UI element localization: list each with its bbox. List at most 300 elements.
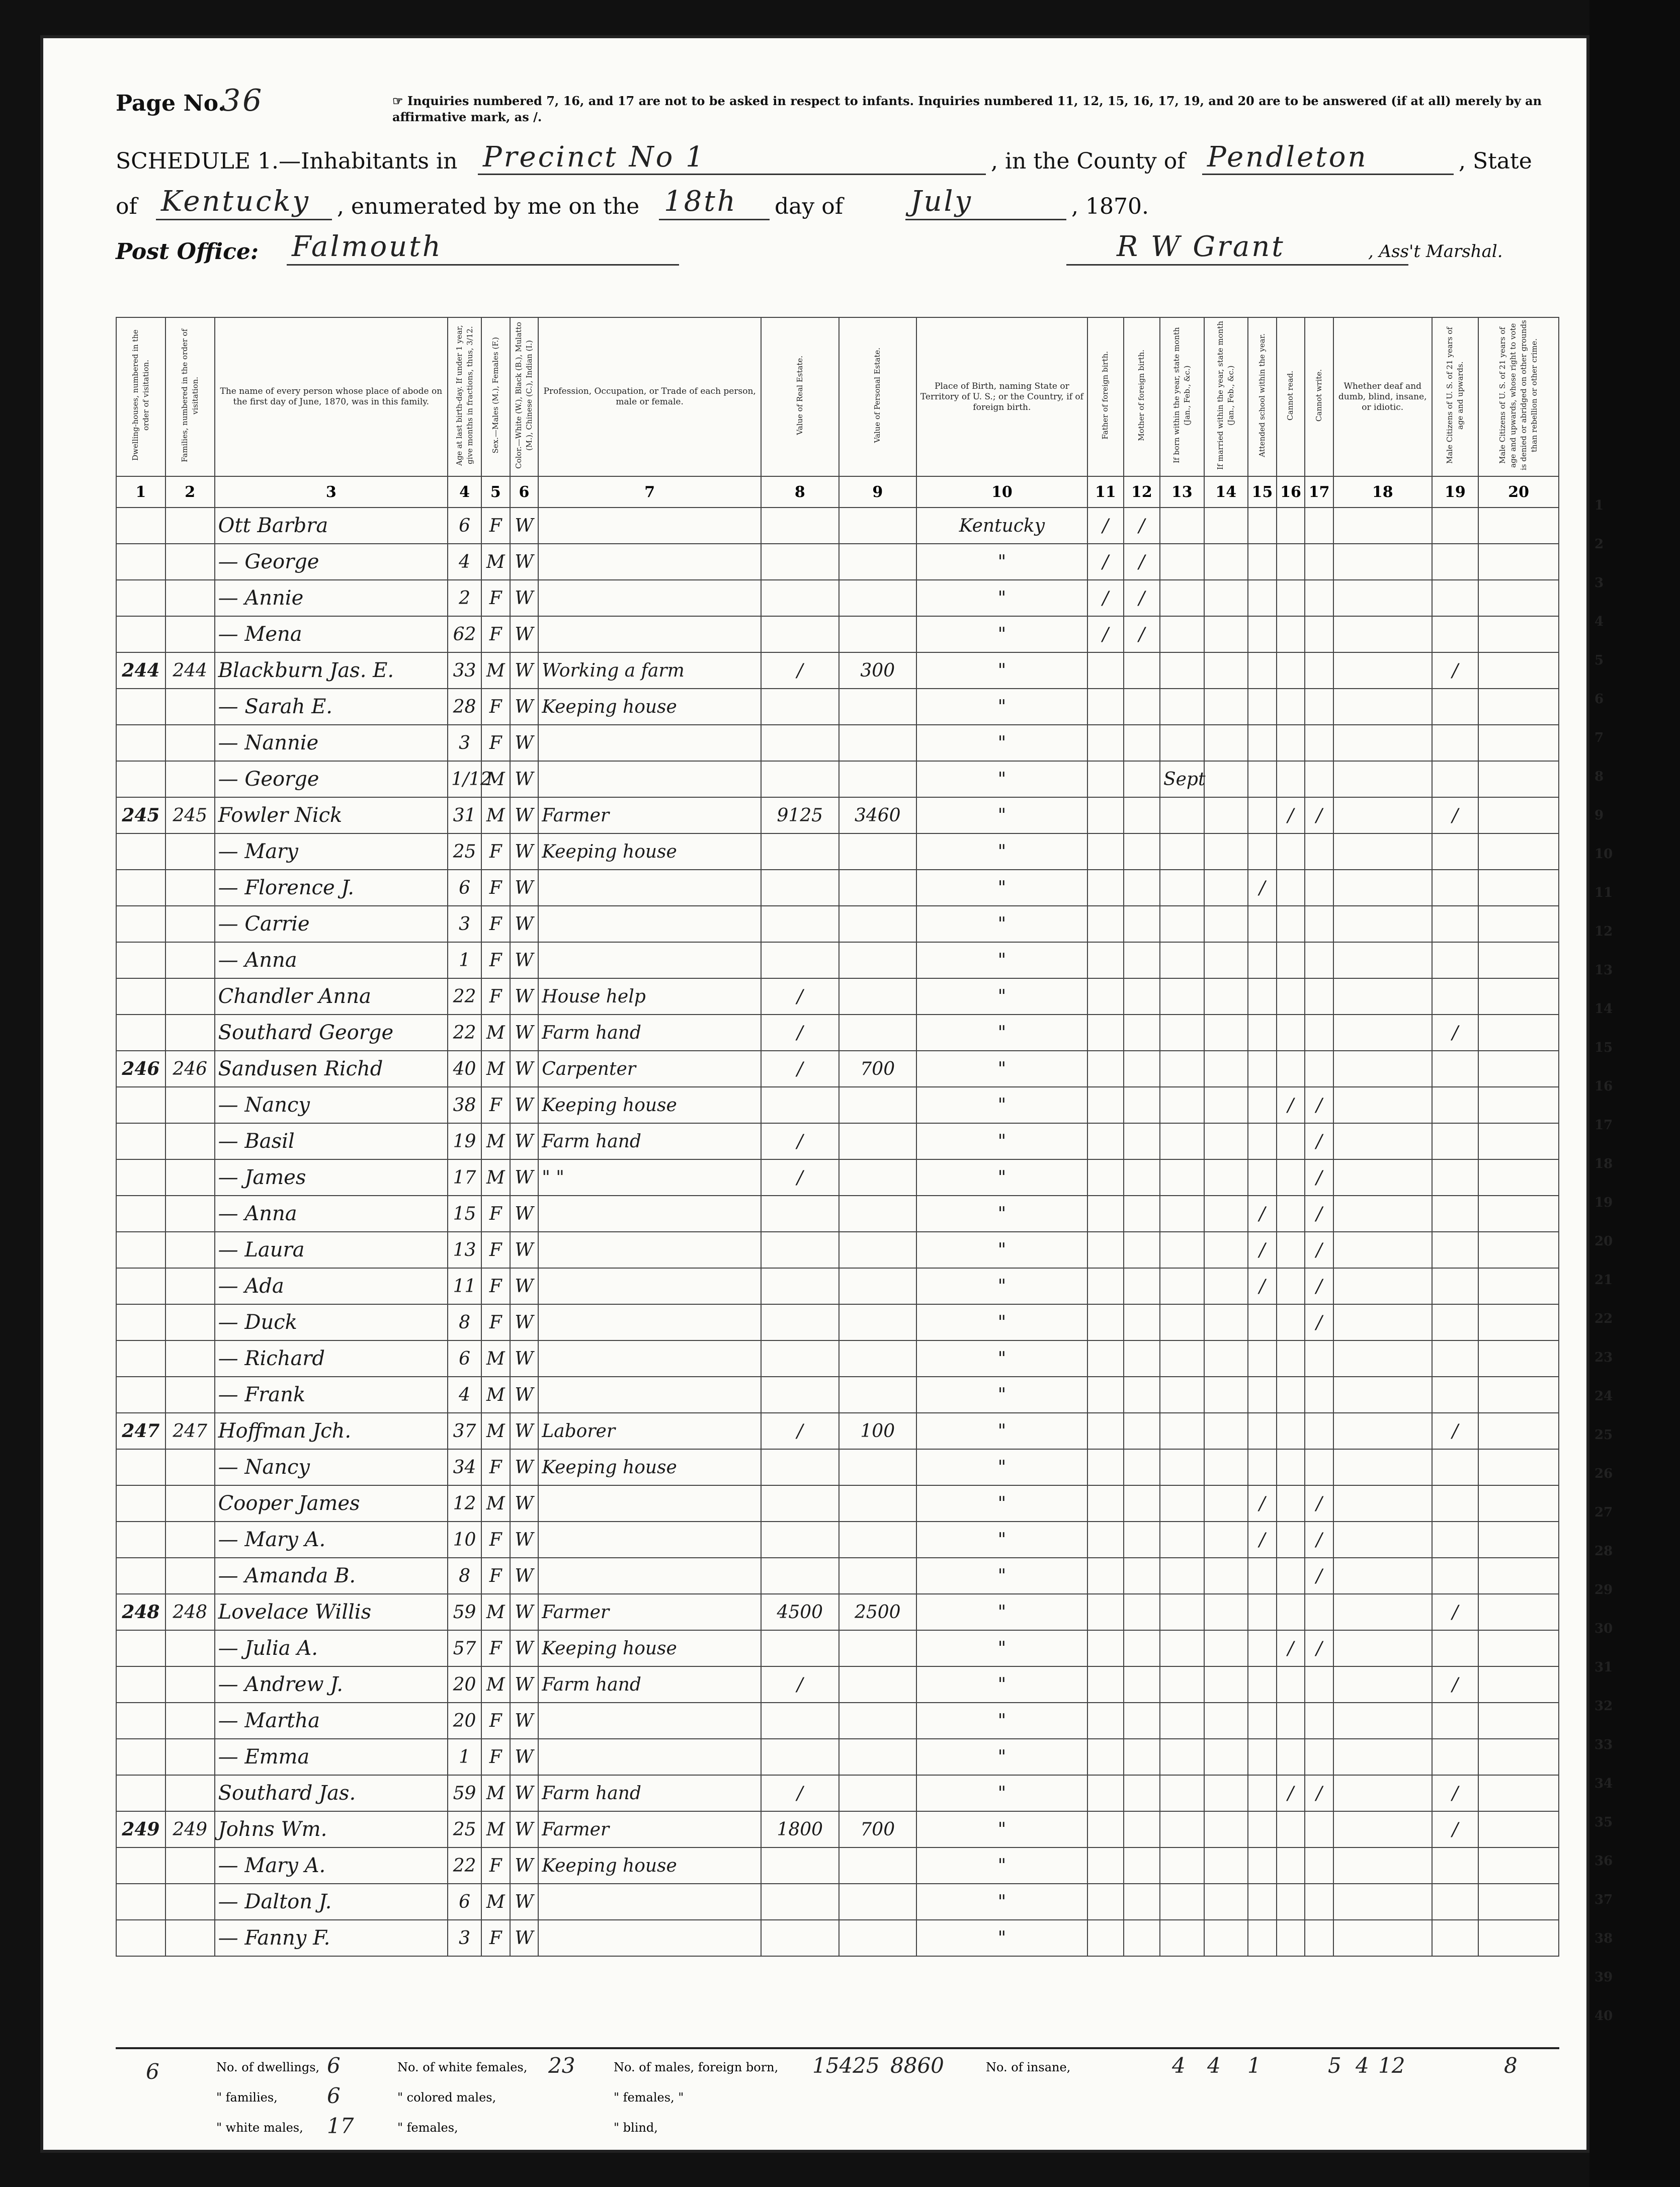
table-row xyxy=(116,1377,1559,1413)
married-within-year xyxy=(1204,1703,1248,1739)
cannot-write xyxy=(1305,978,1333,1015)
page-no-label: Page No. xyxy=(116,91,226,116)
col-header-19: Male Citizens of U. S. of 21 years of age and upwards. xyxy=(1432,317,1479,476)
sex: F xyxy=(481,1196,510,1232)
cannot-write xyxy=(1305,580,1333,616)
birthplace: " xyxy=(916,1087,1087,1123)
row-number: 249 xyxy=(116,1811,165,1847)
mother-foreign xyxy=(1124,1196,1160,1232)
table-row xyxy=(116,1485,1559,1522)
rights-denied xyxy=(1478,797,1559,833)
male-citizen-21 xyxy=(1432,1630,1479,1666)
personal-estate-value xyxy=(839,689,916,725)
cannot-read xyxy=(1277,1884,1305,1920)
row-number xyxy=(116,1485,165,1522)
age: 59 xyxy=(448,1594,481,1630)
father-foreign xyxy=(1087,1159,1124,1196)
color: W xyxy=(510,1304,539,1340)
color: W xyxy=(510,1268,539,1304)
mother-foreign xyxy=(1124,1630,1160,1666)
birthplace: " xyxy=(916,1304,1087,1340)
cannot-read xyxy=(1277,1485,1305,1522)
dwelling-number xyxy=(165,1847,215,1884)
dwelling-number xyxy=(165,1920,215,1956)
margin-row-number: 30 xyxy=(1594,1621,1613,1636)
col-header-10: Place of Birth, naming State or Territory of U. S.; or the Country, if of foreign birth. xyxy=(916,317,1087,476)
row-number xyxy=(116,1739,165,1775)
father-foreign xyxy=(1087,1123,1124,1159)
mother-foreign xyxy=(1124,725,1160,761)
attended-school xyxy=(1248,580,1277,616)
sex: F xyxy=(481,1558,510,1594)
attended-school xyxy=(1248,1558,1277,1594)
cannot-write xyxy=(1305,1847,1333,1884)
rights-denied xyxy=(1478,1884,1559,1920)
father-foreign xyxy=(1087,1558,1124,1594)
families-value: 6 xyxy=(327,2083,341,2108)
margin-row-number: 6 xyxy=(1594,692,1604,707)
cannot-read xyxy=(1277,544,1305,580)
cannot-read xyxy=(1277,1594,1305,1630)
rights-denied xyxy=(1478,978,1559,1015)
real-estate-value: 1800 xyxy=(761,1811,838,1847)
color: W xyxy=(510,1703,539,1739)
father-foreign: / xyxy=(1087,616,1124,652)
deaf-blind-insane xyxy=(1333,1775,1432,1811)
sex: F xyxy=(481,1232,510,1268)
sex: F xyxy=(481,833,510,870)
cannot-read xyxy=(1277,1159,1305,1196)
person-name: Hoffman Jch. xyxy=(215,1413,448,1449)
margin-row-number: 27 xyxy=(1594,1505,1613,1520)
col-header-1: Dwelling-houses, numbered in the order of visitation. xyxy=(116,317,165,476)
birthplace: " xyxy=(916,1920,1087,1956)
mother-foreign xyxy=(1124,1847,1160,1884)
col-num: 5 xyxy=(481,476,510,508)
rights-denied xyxy=(1478,1268,1559,1304)
place-value: Precinct No 1 xyxy=(483,141,706,174)
rights-denied xyxy=(1478,1847,1559,1884)
age: 4 xyxy=(448,1377,481,1413)
occupation: Farm hand xyxy=(538,1015,761,1051)
margin-row-number: 40 xyxy=(1594,2008,1613,2024)
deaf-blind-insane xyxy=(1333,508,1432,544)
born-within-year xyxy=(1160,870,1204,906)
born-within-year xyxy=(1160,1811,1204,1847)
occupation: Farmer xyxy=(538,1811,761,1847)
row-number xyxy=(116,1775,165,1811)
person-name: Chandler Anna xyxy=(215,978,448,1015)
male-citizen-21 xyxy=(1432,1558,1479,1594)
age: 3 xyxy=(448,725,481,761)
deaf-blind-insane xyxy=(1333,652,1432,689)
married-within-year xyxy=(1204,978,1248,1015)
col-num: 15 xyxy=(1248,476,1277,508)
personal-estate-value xyxy=(839,1703,916,1739)
personal-estate-value xyxy=(839,1377,916,1413)
birthplace: " xyxy=(916,797,1087,833)
born-within-year xyxy=(1160,1377,1204,1413)
census-sheet xyxy=(40,35,1613,2153)
birthplace: " xyxy=(916,1449,1087,1485)
cannot-write xyxy=(1305,833,1333,870)
sex: F xyxy=(481,1087,510,1123)
birthplace: " xyxy=(916,1811,1087,1847)
color: W xyxy=(510,1739,539,1775)
person-name: — Mena xyxy=(215,616,448,652)
real-estate-value xyxy=(761,1087,838,1123)
age: 25 xyxy=(448,833,481,870)
sex: F xyxy=(481,870,510,906)
deaf-blind-insane xyxy=(1333,1232,1432,1268)
born-within-year xyxy=(1160,616,1204,652)
cannot-write xyxy=(1305,616,1333,652)
real-estate-value xyxy=(761,616,838,652)
table-row xyxy=(116,1811,1559,1847)
row-number xyxy=(116,1015,165,1051)
real-estate-value xyxy=(761,1449,838,1485)
col-num: 3 xyxy=(215,476,448,508)
mother-foreign xyxy=(1124,1811,1160,1847)
deaf-blind-insane xyxy=(1333,1847,1432,1884)
person-name: — Mary A. xyxy=(215,1847,448,1884)
real-estate-value xyxy=(761,1304,838,1340)
margin-row-number: 35 xyxy=(1594,1815,1613,1830)
rights-denied xyxy=(1478,761,1559,797)
table-row xyxy=(116,1775,1559,1811)
male-citizen-21 xyxy=(1432,833,1479,870)
real-estate-value xyxy=(761,906,838,942)
person-name: — Nancy xyxy=(215,1449,448,1485)
birthplace: " xyxy=(916,1558,1087,1594)
deaf-blind-insane xyxy=(1333,1340,1432,1377)
mother-foreign: / xyxy=(1124,508,1160,544)
census-table-wrapper xyxy=(116,317,1559,2082)
dwelling-number xyxy=(165,978,215,1015)
birthplace: " xyxy=(916,1847,1087,1884)
col-num: 14 xyxy=(1204,476,1248,508)
married-within-year xyxy=(1204,797,1248,833)
born-within-year xyxy=(1160,1884,1204,1920)
row-number xyxy=(116,1920,165,1956)
cannot-read xyxy=(1277,1268,1305,1304)
age: 3 xyxy=(448,906,481,942)
margin-row-number: 24 xyxy=(1594,1389,1613,1404)
birthplace: " xyxy=(916,1196,1087,1232)
cannot-read xyxy=(1277,1847,1305,1884)
rights-denied xyxy=(1478,1920,1559,1956)
table-row xyxy=(116,1522,1559,1558)
rights-denied xyxy=(1478,1449,1559,1485)
sex: M xyxy=(481,1015,510,1051)
real-estate-value: / xyxy=(761,652,838,689)
attended-school xyxy=(1248,616,1277,652)
male-citizen-21 xyxy=(1432,580,1479,616)
cannot-read: / xyxy=(1277,1775,1305,1811)
person-name: — Andrew J. xyxy=(215,1666,448,1703)
mother-foreign xyxy=(1124,1159,1160,1196)
table-row xyxy=(116,1123,1559,1159)
colored-males-label: " colored males, xyxy=(397,2090,496,2105)
deaf-blind-insane xyxy=(1333,1196,1432,1232)
color: W xyxy=(510,1630,539,1666)
person-name: — Anna xyxy=(215,942,448,978)
real-estate-value xyxy=(761,544,838,580)
occupation xyxy=(538,761,761,797)
father-foreign xyxy=(1087,1630,1124,1666)
table-row xyxy=(116,1847,1559,1884)
occupation xyxy=(538,942,761,978)
dwelling-number xyxy=(165,906,215,942)
married-within-year xyxy=(1204,1087,1248,1123)
cannot-read xyxy=(1277,761,1305,797)
married-within-year xyxy=(1204,1159,1248,1196)
attended-school xyxy=(1248,544,1277,580)
male-citizen-21 xyxy=(1432,1232,1479,1268)
table-row xyxy=(116,544,1559,580)
birthplace: " xyxy=(916,1232,1087,1268)
person-name: Johns Wm. xyxy=(215,1811,448,1847)
attended-school xyxy=(1248,1775,1277,1811)
male-citizen-21 xyxy=(1432,1920,1479,1956)
born-within-year xyxy=(1160,942,1204,978)
color: W xyxy=(510,725,539,761)
age: 57 xyxy=(448,1630,481,1666)
born-within-year xyxy=(1160,1340,1204,1377)
married-within-year xyxy=(1204,1739,1248,1775)
male-citizen-21 xyxy=(1432,1340,1479,1377)
cannot-write xyxy=(1305,725,1333,761)
born-within-year xyxy=(1160,580,1204,616)
rights-denied xyxy=(1478,1594,1559,1630)
col-header-3: The name of every person whose place of abode on the first day of June, 1870, was in this family. xyxy=(215,317,448,476)
age: 22 xyxy=(448,1847,481,1884)
row-number xyxy=(116,761,165,797)
personal-estate-value: 3460 xyxy=(839,797,916,833)
schedule-label: SCHEDULE 1.—Inhabitants in xyxy=(116,148,458,174)
married-within-year xyxy=(1204,725,1248,761)
mother-foreign: / xyxy=(1124,580,1160,616)
birthplace: " xyxy=(916,1775,1087,1811)
color: W xyxy=(510,1051,539,1087)
born-within-year xyxy=(1160,1232,1204,1268)
real-estate-value xyxy=(761,1630,838,1666)
families-label: " families, xyxy=(216,2090,278,2105)
mother-foreign xyxy=(1124,1449,1160,1485)
mother-foreign xyxy=(1124,1413,1160,1449)
father-foreign xyxy=(1087,870,1124,906)
mother-foreign xyxy=(1124,1268,1160,1304)
dwelling-number xyxy=(165,1522,215,1558)
age: 4 xyxy=(448,544,481,580)
real-estate-value: / xyxy=(761,1051,838,1087)
color: W xyxy=(510,544,539,580)
mother-foreign xyxy=(1124,1884,1160,1920)
day-of-label: day of xyxy=(775,194,844,219)
dwelling-number xyxy=(165,1630,215,1666)
father-foreign xyxy=(1087,1196,1124,1232)
color: W xyxy=(510,616,539,652)
margin-row-number: 15 xyxy=(1594,1040,1613,1055)
person-name: — Mary A. xyxy=(215,1522,448,1558)
deaf-blind-insane xyxy=(1333,942,1432,978)
father-foreign xyxy=(1087,1594,1124,1630)
rights-denied xyxy=(1478,1413,1559,1449)
male-citizen-21 xyxy=(1432,1087,1479,1123)
row-number xyxy=(116,1340,165,1377)
table-row xyxy=(116,1304,1559,1340)
sex: F xyxy=(481,689,510,725)
totals-footer xyxy=(116,2047,1559,2175)
cannot-write xyxy=(1305,761,1333,797)
dwelling-number xyxy=(165,833,215,870)
col-num: 18 xyxy=(1333,476,1432,508)
color: W xyxy=(510,1232,539,1268)
deaf-blind-insane xyxy=(1333,1304,1432,1340)
cannot-read xyxy=(1277,1196,1305,1232)
cannot-read xyxy=(1277,1666,1305,1703)
deaf-blind-insane xyxy=(1333,1811,1432,1847)
cannot-read xyxy=(1277,725,1305,761)
married-within-year xyxy=(1204,1015,1248,1051)
attended-school xyxy=(1248,652,1277,689)
born-within-year xyxy=(1160,1485,1204,1522)
personal-estate-value: 100 xyxy=(839,1413,916,1449)
row-number xyxy=(116,870,165,906)
cannot-write: / xyxy=(1305,1485,1333,1522)
rights-denied xyxy=(1478,1304,1559,1340)
born-within-year xyxy=(1160,508,1204,544)
personal-estate-value xyxy=(839,544,916,580)
occupation xyxy=(538,544,761,580)
mother-foreign xyxy=(1124,1558,1160,1594)
deaf-blind-insane xyxy=(1333,1739,1432,1775)
margin-row-number: 26 xyxy=(1594,1466,1613,1481)
real-estate-value xyxy=(761,508,838,544)
cannot-read xyxy=(1277,580,1305,616)
born-within-year xyxy=(1160,1304,1204,1340)
margin-row-number: 20 xyxy=(1594,1234,1613,1249)
age: 22 xyxy=(448,978,481,1015)
born-within-year xyxy=(1160,1015,1204,1051)
enumerated-label: , enumerated by me on the xyxy=(337,194,640,219)
attended-school xyxy=(1248,508,1277,544)
married-within-year xyxy=(1204,833,1248,870)
mother-foreign xyxy=(1124,1485,1160,1522)
f11-total: 4 xyxy=(1172,2053,1186,2078)
dwelling-number: 245 xyxy=(165,797,215,833)
attended-school xyxy=(1248,1377,1277,1413)
color: W xyxy=(510,1666,539,1703)
color: W xyxy=(510,1413,539,1449)
col-num: 17 xyxy=(1305,476,1333,508)
dwellings-label: No. of dwellings, xyxy=(216,2060,320,2074)
occupation: Working a farm xyxy=(538,652,761,689)
person-name: Southard Jas. xyxy=(215,1775,448,1811)
attended-school xyxy=(1248,1703,1277,1739)
mother-foreign xyxy=(1124,1015,1160,1051)
c16-total: 4 xyxy=(1356,2053,1369,2078)
person-name: Cooper James xyxy=(215,1485,448,1522)
father-foreign: / xyxy=(1087,508,1124,544)
age: 1 xyxy=(448,942,481,978)
mother-foreign xyxy=(1124,1304,1160,1340)
rights-denied xyxy=(1478,580,1559,616)
married-within-year xyxy=(1204,1811,1248,1847)
dwelling-number xyxy=(165,1485,215,1522)
father-foreign xyxy=(1087,833,1124,870)
deaf-blind-insane xyxy=(1333,1485,1432,1522)
personal-estate-value xyxy=(839,1340,916,1377)
margin-row-number: 14 xyxy=(1594,1001,1613,1017)
color: W xyxy=(510,508,539,544)
rights-denied xyxy=(1478,1775,1559,1811)
dwelling-number xyxy=(165,1304,215,1340)
foreign-males-label: No. of males, foreign born, xyxy=(614,2060,779,2074)
table-row xyxy=(116,1884,1559,1920)
personal-estate-value xyxy=(839,616,916,652)
birthplace: " xyxy=(916,1594,1087,1630)
margin-row-number: 1 xyxy=(1594,498,1604,513)
row-number: 244 xyxy=(116,652,165,689)
real-estate-value xyxy=(761,870,838,906)
col-header-17: Cannot write. xyxy=(1305,317,1333,476)
married-within-year xyxy=(1204,1304,1248,1340)
deaf-blind-insane xyxy=(1333,616,1432,652)
deaf-blind-insane xyxy=(1333,725,1432,761)
table-row xyxy=(116,1558,1559,1594)
dwelling-number: 249 xyxy=(165,1811,215,1847)
born-within-year xyxy=(1160,1739,1204,1775)
mother-foreign xyxy=(1124,906,1160,942)
color: W xyxy=(510,1196,539,1232)
row-number xyxy=(116,978,165,1015)
married-within-year xyxy=(1204,1340,1248,1377)
cannot-write: / xyxy=(1305,1268,1333,1304)
birthplace: " xyxy=(916,1051,1087,1087)
cannot-read xyxy=(1277,1015,1305,1051)
col-num: 1 xyxy=(116,476,165,508)
cannot-write xyxy=(1305,1340,1333,1377)
real-estate-value: / xyxy=(761,1775,838,1811)
table-row xyxy=(116,1087,1559,1123)
rights-denied xyxy=(1478,1196,1559,1232)
row-number xyxy=(116,689,165,725)
real-estate-total: 15425 xyxy=(812,2053,880,2078)
real-estate-value xyxy=(761,1232,838,1268)
table-row xyxy=(116,725,1559,761)
male-citizen-21 xyxy=(1432,1159,1479,1196)
age: 8 xyxy=(448,1558,481,1594)
rights-denied xyxy=(1478,833,1559,870)
col-header-16: Cannot read. xyxy=(1277,317,1305,476)
table-row xyxy=(116,978,1559,1015)
father-foreign xyxy=(1087,906,1124,942)
sex: F xyxy=(481,616,510,652)
age: 2 xyxy=(448,580,481,616)
attended-school xyxy=(1248,1087,1277,1123)
person-name: Blackburn Jas. E. xyxy=(215,652,448,689)
attended-school xyxy=(1248,978,1277,1015)
table-row xyxy=(116,1630,1559,1666)
sex: F xyxy=(481,1920,510,1956)
born-within-year xyxy=(1160,1123,1204,1159)
personal-estate-value: 2500 xyxy=(839,1594,916,1630)
age: 31 xyxy=(448,797,481,833)
male-citizen-21 xyxy=(1432,689,1479,725)
age: 62 xyxy=(448,616,481,652)
row-number xyxy=(116,1558,165,1594)
